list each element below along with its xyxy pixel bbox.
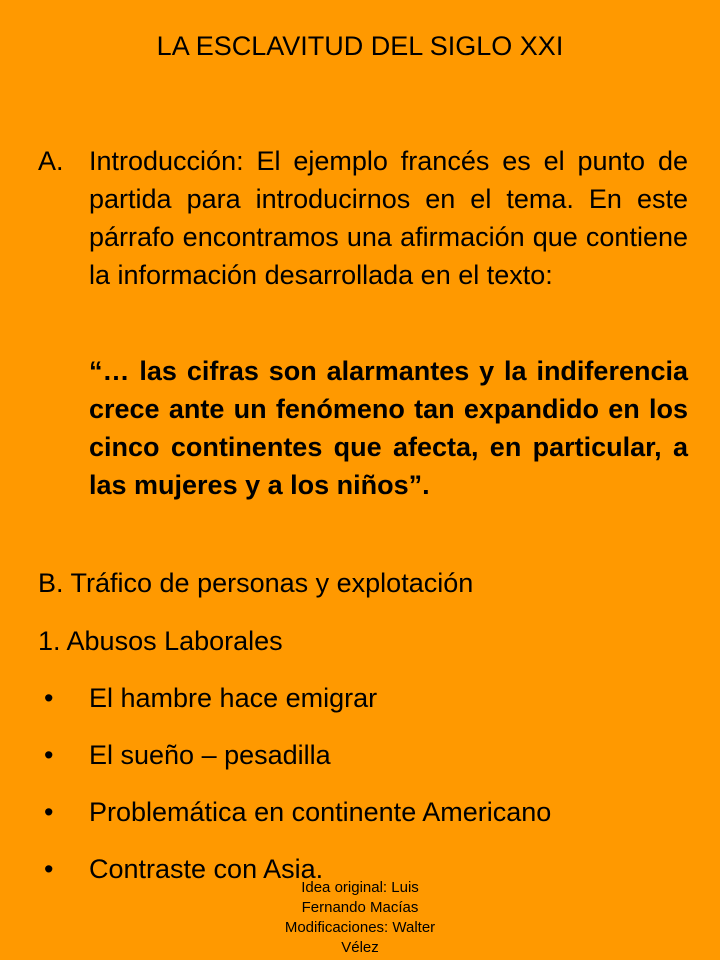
bullet-item: El hambre hace emigrar [89, 683, 378, 713]
subsection-1-heading: 1. Abusos Laborales [38, 626, 283, 656]
bullet-item: El sueño – pesadilla [89, 740, 331, 770]
highlighted-quote: “… las cifras son alarmantes y la indiferencia crece ante un fenómeno tan expandido en los cinco continentes que afecta, en particular, a las mujeres y a los niños”. [89, 356, 688, 500]
slide-title: LA ESCLAVITUD DEL SIGLO XXI [156, 31, 564, 61]
credits-line: Idea original: Luis [301, 879, 419, 896]
credits-line: Vélez [341, 939, 379, 956]
section-a-marker: A. [38, 146, 64, 176]
bullet-item: Problemática en continente Americano [89, 797, 552, 827]
bullet-item: Contraste con Asia. [89, 854, 324, 884]
credits-line: Fernando Macías [301, 899, 419, 916]
section-b-heading: B. Tráfico de personas y explotación [38, 568, 474, 598]
credits-footer [250, 878, 470, 958]
bullet-icon: • [44, 854, 54, 884]
bullet-icon: • [44, 797, 54, 827]
section-a-intro-text: Introducción: El ejemplo francés es el punto de partida para introducirnos en el tema. En este párrafo encontramos una afirmación que contiene la información desarrollada en el texto: [89, 146, 688, 290]
credits-line: Modificaciones: Walter [284, 919, 436, 936]
bullet-icon: • [44, 740, 54, 770]
bullet-icon: • [44, 683, 54, 713]
